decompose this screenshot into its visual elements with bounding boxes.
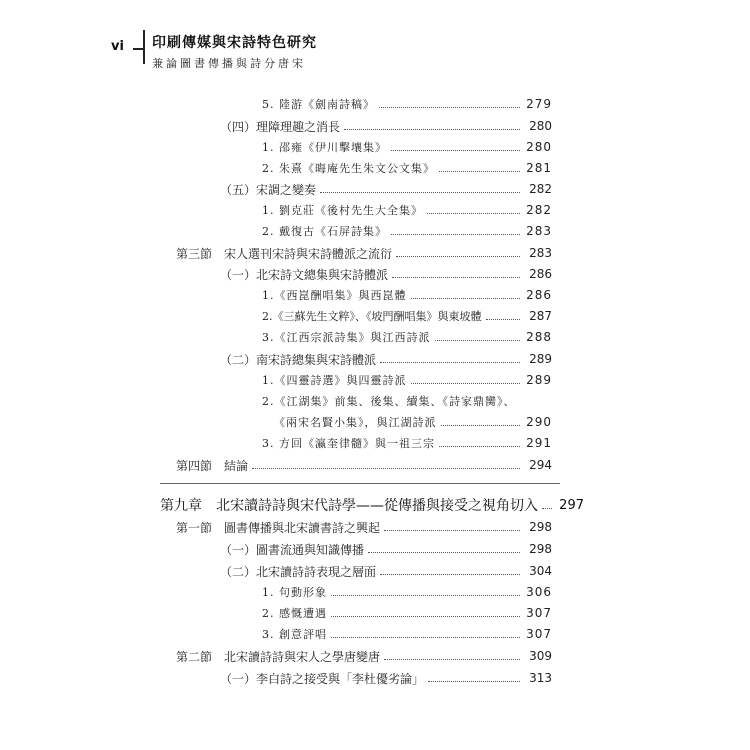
toc-entry-page: 286 — [526, 288, 552, 302]
leader-dots — [439, 445, 520, 447]
toc-entry-page: 298 — [529, 520, 552, 534]
toc-entry — [176, 646, 552, 666]
toc-entry-page: 294 — [529, 458, 552, 472]
toc-entry — [220, 668, 552, 688]
leader-dots — [331, 594, 520, 596]
toc-entry-label: 2.《江湖集》前集、後集、續集、《詩家鼎臠》、 — [262, 395, 516, 408]
toc-entry — [176, 517, 552, 537]
toc-entry — [220, 539, 552, 559]
leader-dots — [439, 170, 520, 172]
toc-entry-page: 280 — [526, 140, 552, 154]
toc-entry-page: 288 — [526, 330, 552, 344]
toc-entry-label: 3.《江西宗派詩集》與江西詩派 — [262, 331, 431, 344]
toc-entry — [220, 179, 552, 199]
toc-entry-label: （一）圖書流通與知識傳播 — [220, 542, 365, 557]
book-subtitle: 兼論圖書傳播與詩分唐宋 — [152, 57, 306, 70]
toc-entry-page: 309 — [529, 649, 552, 663]
toc-entry-label: 3. 創意評唱 — [262, 628, 327, 641]
toc-entry-label: 3. 方回《瀛奎律髓》與一祖三宗 — [262, 437, 435, 450]
leader-dots — [441, 424, 521, 426]
toc-chapter-entry — [160, 495, 584, 515]
toc-entry-page: 287 — [529, 309, 552, 323]
toc-entry — [220, 264, 552, 284]
toc-entry-label: 1. 句動形象 — [262, 586, 327, 599]
toc-entry — [262, 624, 552, 644]
toc-entry-label: 第四節 結論 — [176, 458, 249, 473]
toc-entry — [176, 243, 552, 263]
toc-entry — [262, 306, 552, 326]
toc-entry-page: 289 — [526, 373, 552, 387]
toc-entry-label: 2. 朱熹《晦庵先生朱文公文集》 — [262, 162, 435, 175]
toc-entry-label: 第九章 北宋讀詩詩與宋代詩學——從傳播與接受之視角切入 — [160, 498, 538, 514]
toc-entry-label: （四）理障理趣之消長 — [220, 119, 341, 134]
toc-entry-label: （二）南宋詩總集與宋詩體派 — [220, 352, 377, 367]
toc-entry-label: 第三節 宋人選刊宋詩與宋詩體派之流衍 — [176, 246, 393, 261]
toc-entry-label: 1.《四靈詩選》與四靈詩派 — [262, 374, 407, 387]
toc-entry-page: 286 — [529, 267, 552, 281]
leader-dots — [252, 467, 520, 469]
toc-entry — [220, 561, 552, 581]
leader-dots — [542, 507, 552, 509]
toc-entry-page: 291 — [526, 436, 552, 450]
toc-entry — [262, 603, 552, 623]
leader-dots — [384, 658, 520, 660]
toc-entry-page: 280 — [529, 119, 552, 133]
leader-dots — [428, 680, 520, 682]
toc-entry — [262, 200, 552, 220]
leader-dots — [435, 339, 521, 341]
toc-entry — [262, 137, 552, 157]
toc-entry-page: 297 — [559, 497, 584, 513]
toc-entry — [262, 327, 552, 347]
toc-entry-label: 1. 劉克莊《後村先生大全集》 — [262, 204, 423, 217]
leader-dots — [380, 361, 520, 363]
toc-entry-label: 第二節 北宋讀詩詩與宋人之學唐變唐 — [176, 649, 381, 664]
leader-dots — [384, 529, 520, 531]
toc-entry-page: 282 — [529, 182, 552, 196]
toc-entry-page: 304 — [529, 564, 552, 578]
toc-entry-page: 298 — [529, 542, 552, 556]
leader-dots — [331, 615, 520, 617]
leader-dots — [392, 276, 520, 278]
toc-entry-page: 283 — [526, 224, 552, 238]
toc-entry-page: 282 — [526, 203, 552, 217]
leader-dots — [368, 551, 520, 553]
toc-entry — [220, 116, 552, 136]
toc-entry — [262, 94, 552, 114]
leader-dots — [411, 297, 521, 299]
toc-entry-page: 283 — [529, 246, 552, 260]
toc-entry-page: 281 — [526, 161, 552, 175]
page-number: vi — [111, 39, 124, 54]
book-title: 印刷傳媒與宋詩特色研究 — [152, 35, 317, 51]
toc-entry-page: 279 — [526, 97, 552, 111]
leader-dots — [486, 318, 521, 320]
toc-entry-page: 307 — [526, 606, 552, 620]
chapter-divider — [160, 483, 560, 484]
toc-entry-page: 306 — [526, 585, 552, 599]
toc-entry — [262, 370, 552, 390]
toc-entry-label: 2.《三蘇先生文粹》、《坡門酬唱集》與東坡體 — [262, 310, 482, 323]
toc-entry — [274, 412, 552, 432]
toc-entry — [262, 433, 552, 453]
toc-entry-label: 第一節 圖書傳播與北宋讀書詩之興起 — [176, 520, 381, 535]
leader-dots — [344, 128, 520, 130]
leader-dots — [427, 212, 520, 214]
toc-entry-label: （一）北宋詩文總集與宋詩體派 — [220, 267, 389, 282]
leader-dots — [320, 191, 520, 193]
leader-dots — [379, 106, 520, 108]
leader-dots — [391, 233, 520, 235]
toc-entry — [262, 285, 552, 305]
toc-entry-page: 313 — [529, 671, 552, 685]
toc-entry-page: 307 — [526, 627, 552, 641]
toc-entry-label: 1. 邵雍《伊川擊壤集》 — [262, 141, 387, 154]
toc-entry-label: 2. 感慨遭遇 — [262, 607, 327, 620]
leader-dots — [396, 255, 520, 257]
toc-entry-label: （一）李白詩之接受與「李杜優劣論」 — [220, 671, 425, 686]
toc-entry — [262, 158, 552, 178]
toc-entry — [220, 349, 552, 369]
toc-entry-page: 290 — [526, 415, 552, 429]
toc-entry — [262, 221, 552, 241]
toc-entry-label: （二）北宋讀詩詩表現之層面 — [220, 564, 377, 579]
leader-dots — [411, 382, 521, 384]
leader-dots — [380, 573, 520, 575]
leader-dots — [331, 636, 520, 638]
toc-entry — [262, 391, 552, 411]
toc-entry-page: 289 — [529, 352, 552, 366]
toc-entry-label: 2. 戴復古《石屏詩集》 — [262, 225, 387, 238]
toc-entry — [176, 455, 552, 475]
toc-entry-label: 《兩宋名賢小集》，與江湖詩派 — [274, 416, 437, 429]
toc-entry — [262, 582, 552, 602]
leader-dots — [391, 149, 520, 151]
toc-entry-label: 1.《西崑酬唱集》與西崑體 — [262, 289, 407, 302]
toc-entry-label: （五）宋調之變奏 — [220, 182, 317, 197]
toc-entry-label: 5. 陸游《劍南詩稿》 — [262, 98, 375, 111]
